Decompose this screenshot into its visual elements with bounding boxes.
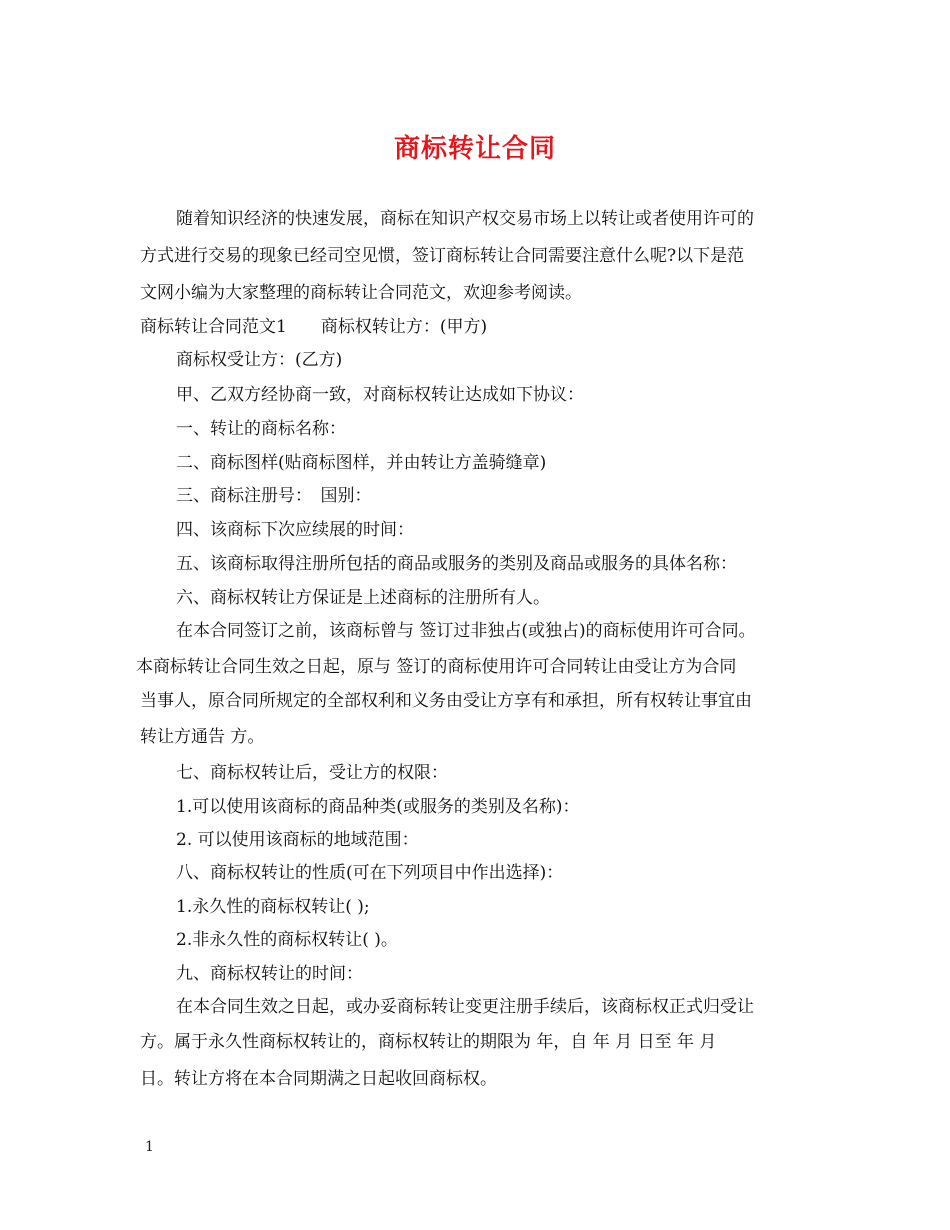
document-title: 商标转让合同: [393, 134, 556, 164]
text-line: 八、商标权转让的性质(可在下列项目中作出选择)：: [176, 863, 564, 883]
text-line: 在本合同签订之前，该商标曾与 签订过非独占(或独占)的商标使用许可合同。: [176, 621, 756, 641]
text-line: 本商标转让合同生效之日起，原与 签订的商标使用许可合同转让由受让方为合同: [136, 657, 737, 677]
text-line: 二、商标图样(贴商标图样，并由转让方盖骑缝章): [176, 453, 547, 473]
text-line: 六、商标权转让方保证是上述商标的注册所有人。: [176, 588, 550, 608]
text-line: 2. 可以使用该商标的地域范围：: [176, 830, 419, 850]
text-line: 日。转让方将在本合同期满之日起收回商标权。: [140, 1069, 497, 1089]
text-line: 当事人，原合同所规定的全部权利和义务由受让方享有和承担，所有权转让事宜由: [140, 691, 752, 711]
page-number: 1: [145, 1139, 154, 1155]
text-line: 甲、乙双方经协商一致，对商标权转让达成如下协议：: [176, 385, 584, 405]
text-line: 转让方通告 方。: [140, 727, 265, 747]
text-line: 商标转让合同范文1 商标权转让方：(甲方): [140, 317, 488, 337]
text-line: 九、商标权转让的时间：: [176, 964, 363, 984]
text-line: 文网小编为大家整理的商标转让合同范文，欢迎参考阅读。: [140, 283, 582, 303]
text-line: 方式进行交易的现象已经司空见惯，签订商标转让合同需要注意什么呢?以下是范: [140, 246, 745, 266]
text-line: 在本合同生效之日起，或办妥商标转让变更注册手续后，该商标权正式归受让: [176, 997, 754, 1017]
text-line: 1.永久性的商标权转让( );: [176, 897, 370, 917]
text-line: 1.可以使用该商标的商品种类(或服务的类别及名称)：: [176, 797, 580, 817]
text-line: 2.非永久性的商标权转让( )。: [176, 930, 398, 950]
text-line: 四、该商标下次应续展的时间：: [176, 520, 414, 540]
text-line: 三、商标注册号： 国别：: [176, 486, 372, 506]
text-line: 方。属于永久性商标权转让的，商标权转让的期限为 年，自 年 月 日至 年 月: [140, 1032, 717, 1052]
text-line: 七、商标权转让后，受让方的权限：: [176, 763, 448, 783]
text-line: 商标权受让方：(乙方): [176, 350, 343, 370]
text-line: 五、该商标取得注册所包括的商品或服务的类别及商品或服务的具体名称：: [176, 554, 737, 574]
text-line: 随着知识经济的快速发展，商标在知识产权交易市场上以转让或者使用许可的: [176, 209, 754, 229]
text-line: 一、转让的商标名称：: [176, 419, 346, 439]
